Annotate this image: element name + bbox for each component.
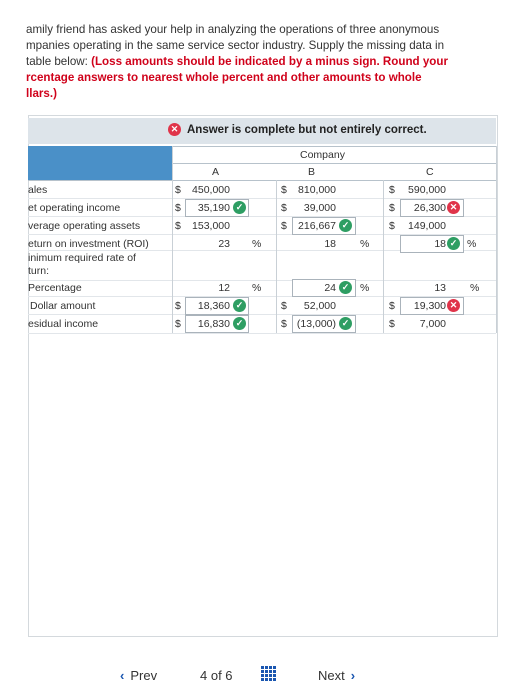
- chevron-right-icon: ›: [350, 668, 356, 683]
- header-line-top: [172, 146, 496, 147]
- chevron-left-icon: ‹: [120, 668, 125, 683]
- col-line-c-left: [383, 180, 384, 333]
- row-label-sales: ales: [28, 184, 48, 196]
- c-residual-income-value: 7,000: [419, 318, 446, 330]
- check-circle-icon: ✓: [233, 317, 246, 330]
- a-noi-value: 35,190: [197, 202, 230, 214]
- answer-status-bar: [28, 118, 496, 144]
- dollar-sign: $: [175, 220, 181, 232]
- column-header-c: C: [426, 166, 434, 178]
- prev-button[interactable]: [120, 668, 157, 683]
- check-circle-icon: ✓: [447, 237, 460, 250]
- c-aoa-value: 149,000: [408, 220, 446, 232]
- next-button[interactable]: [318, 668, 355, 683]
- row-sep-5: [28, 280, 496, 281]
- prev-label: Prev: [130, 668, 158, 683]
- dollar-sign: $: [389, 220, 395, 232]
- col-line-a-left: [172, 146, 173, 333]
- a-residual-income-value: 16,830: [197, 318, 230, 330]
- c-roi-value: 18: [434, 238, 446, 250]
- row-label-roi: eturn on investment (ROI): [28, 238, 149, 250]
- company-header: Company: [300, 149, 345, 161]
- row-label-percentage: Percentage: [28, 282, 82, 294]
- col-line-right: [496, 146, 497, 333]
- column-header-b: B: [308, 166, 316, 178]
- dollar-sign: $: [389, 318, 395, 330]
- a-aoa-value: 153,000: [192, 220, 230, 232]
- question-line-1: amily friend has asked your help in analyzing the operations of three anonymous: [26, 23, 440, 36]
- instruction-bold-3: llars.): [26, 87, 57, 100]
- dollar-sign: $: [175, 184, 181, 196]
- percent-sign: %: [360, 282, 370, 294]
- instruction-bold-1: (Loss amounts should be indicated by a minus sign. Round your: [91, 55, 448, 68]
- row-label-min-rate-2: turn:: [28, 265, 50, 277]
- table-header-blue: [28, 146, 172, 180]
- b-sales-value: 810,000: [298, 184, 336, 196]
- grid-icon[interactable]: [261, 666, 277, 682]
- question-line-2: mpanies operating in the same service sector industry. Supply the missing data in: [26, 39, 445, 52]
- check-circle-icon: ✓: [339, 219, 352, 232]
- a-percentage-value: 12: [218, 282, 230, 294]
- c-dollar-amount-value: 19,300: [413, 300, 446, 312]
- x-circle-icon: ✕: [447, 299, 460, 312]
- dollar-sign: $: [281, 318, 287, 330]
- row-label-residual-income: esidual income: [28, 318, 99, 330]
- b-percentage-value: 24: [324, 282, 336, 294]
- a-roi-value: 23: [218, 238, 230, 250]
- dollar-sign: $: [281, 202, 287, 214]
- check-circle-icon: ✓: [339, 317, 352, 330]
- a-dollar-amount-value: 18,360: [197, 300, 230, 312]
- b-residual-income-value: (13,000): [296, 318, 336, 330]
- header-line-mid: [172, 163, 496, 164]
- row-label-average-operating-assets: verage operating assets: [28, 220, 141, 232]
- c-percentage-value: 13: [434, 282, 446, 294]
- x-circle-icon: ✕: [447, 201, 460, 214]
- page-indicator[interactable]: 4 of 6: [200, 668, 233, 683]
- next-label: Next: [318, 668, 345, 683]
- percent-sign: %: [360, 238, 370, 250]
- dollar-sign: $: [389, 184, 395, 196]
- check-circle-icon: ✓: [233, 299, 246, 312]
- dollar-sign: $: [389, 202, 395, 214]
- b-roi-value: 18: [324, 238, 336, 250]
- percent-sign: %: [467, 238, 477, 250]
- dollar-sign: $: [281, 184, 287, 196]
- dollar-sign: $: [281, 220, 287, 232]
- x-circle-icon: ✕: [168, 123, 181, 136]
- c-noi-value: 26,300: [413, 202, 446, 214]
- dollar-sign: $: [175, 318, 181, 330]
- check-circle-icon: ✓: [339, 281, 352, 294]
- dollar-sign: $: [175, 202, 181, 214]
- b-aoa-value: 216,667: [298, 220, 336, 232]
- row-label-net-operating-income: et operating income: [28, 202, 121, 214]
- column-header-a: A: [212, 166, 220, 178]
- question-line-3-text: table below:: [26, 55, 92, 68]
- dollar-sign: $: [281, 300, 287, 312]
- dollar-sign: $: [175, 300, 181, 312]
- question-line-3: [26, 54, 496, 70]
- check-circle-icon: ✓: [233, 201, 246, 214]
- c-sales-value: 590,000: [408, 184, 446, 196]
- answer-status-text: Answer is complete but not entirely correct.: [187, 123, 427, 136]
- row-label-dollar-amount: Dollar amount: [30, 300, 96, 312]
- question-text: [26, 22, 496, 102]
- b-noi-value: 39,000: [303, 202, 336, 214]
- percent-sign: %: [252, 238, 262, 250]
- dollar-sign: $: [389, 300, 395, 312]
- instruction-bold-2: rcentage answers to nearest whole percent and other amounts to whole: [26, 71, 422, 84]
- row-sep-8: [28, 333, 496, 334]
- header-line-bottom: [28, 180, 496, 181]
- col-line-b-left: [276, 180, 277, 333]
- answer-status-message: [168, 123, 427, 136]
- row-label-min-rate-1: inimum required rate of: [28, 252, 136, 264]
- b-dollar-amount-value: 52,000: [303, 300, 336, 312]
- percent-sign: %: [252, 282, 262, 294]
- percent-sign: %: [470, 282, 480, 294]
- a-sales-value: 450,000: [192, 184, 230, 196]
